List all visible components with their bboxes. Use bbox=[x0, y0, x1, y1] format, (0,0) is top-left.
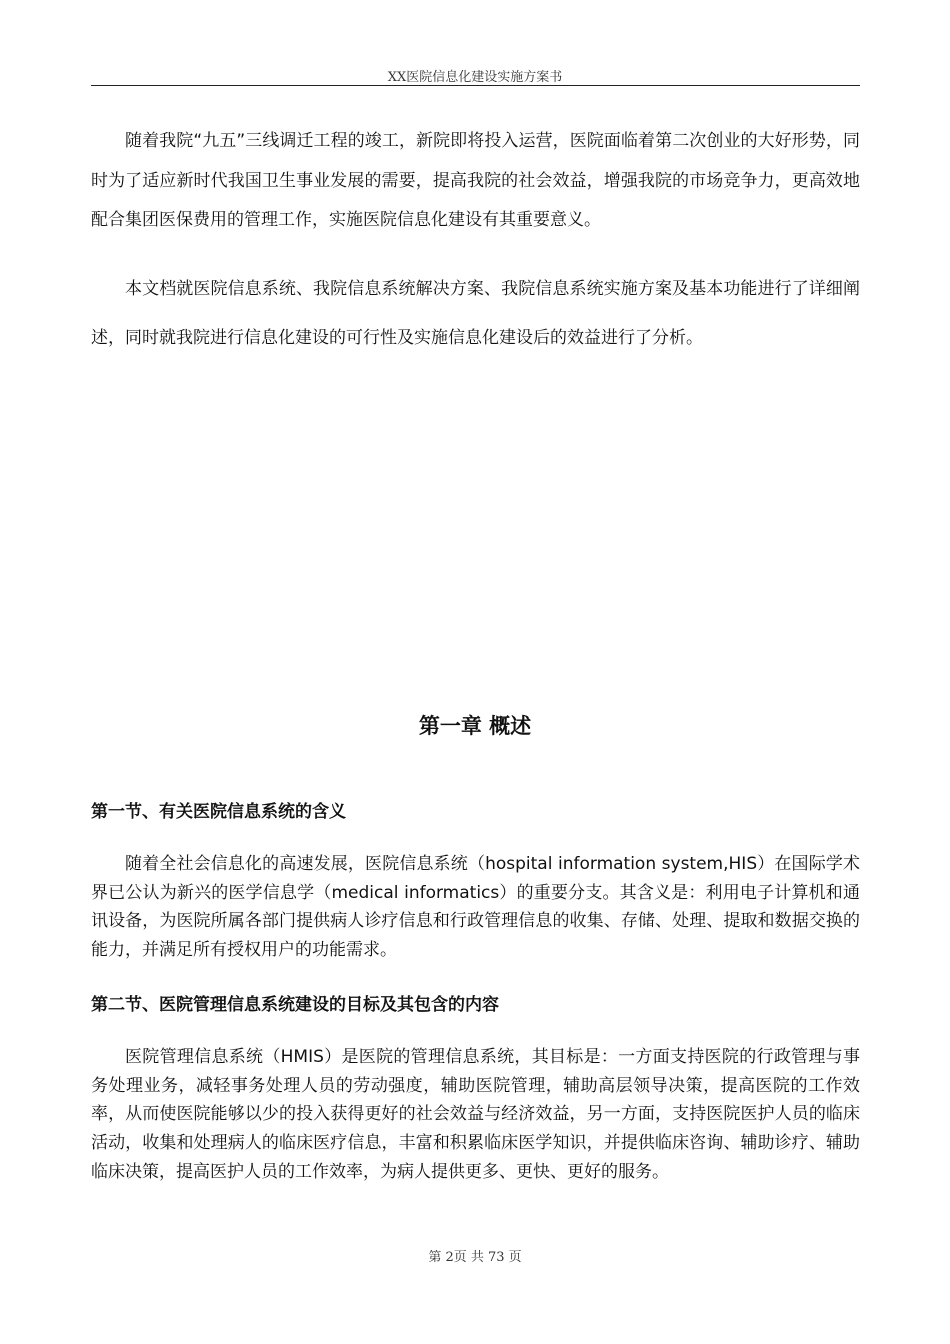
document-header-title: XX医院信息化建设实施方案书 bbox=[387, 70, 563, 85]
header-divider bbox=[91, 85, 860, 86]
intro-paragraph-1: 随着我院“九五”三线调迁工程的竣工，新院即将投入运营，医院面临着第二次创业的大好形势，同时为了适应新时代我国卫生事业发展的需要，提高我院的社会效益，增强我院的市场竞争力，更高效地配合集团医保费用的管理工作，实施医院信息化建设有其重要意义。 bbox=[91, 131, 860, 230]
section-body-1: 随着全社会信息化的高速发展，医院信息系统（hospital information system,HIS）在国际学术界已公认为新兴的医学信息学（medical informatics）的重要分支。其含义是：利用电子计算机和通讯设备，为医院所属各部门提供病人诊疗信息和行政管理信息的收集、存储、处理、提取和数据交换的能力，并满足所有授权用户的功能需求。 bbox=[91, 854, 860, 961]
intro-paragraph-2: 本文档就医院信息系统、我院信息系统解决方案、我院信息系统实施方案及基本功能进行了详细阐述，同时就我院进行信息化建设的可行性及实施信息化建设后的效益进行了分析。 bbox=[91, 279, 860, 348]
page-number-footer: 第 2页 共 73 页 bbox=[428, 1250, 522, 1265]
section-heading-2: 第二节、医院管理信息系统建设的目标及其包含的内容 bbox=[91, 995, 499, 1015]
section-body-2: 医院管理信息系统（HMIS）是医院的管理信息系统，其目标是：一方面支持医院的行政管理与事务处理业务，减轻事务处理人员的劳动强度，辅助医院管理，辅助高层领导决策，提高医院的工作效率，从而使医院能够以少的投入获得更好的社会效益与经济效益，另一方面，支持医院医护人员的临床活动，收集和处理病人的临床医疗信息，丰富和积累临床医学知识，并提供临床咨询、辅助诊疗、辅助临床决策，提高医护人员的工作效率，为病人提供更多、更快、更好的服务。 bbox=[91, 1047, 860, 1182]
section-heading-1: 第一节、有关医院信息系统的含义 bbox=[91, 802, 346, 822]
chapter-title: 第一章 概述 bbox=[418, 714, 532, 738]
